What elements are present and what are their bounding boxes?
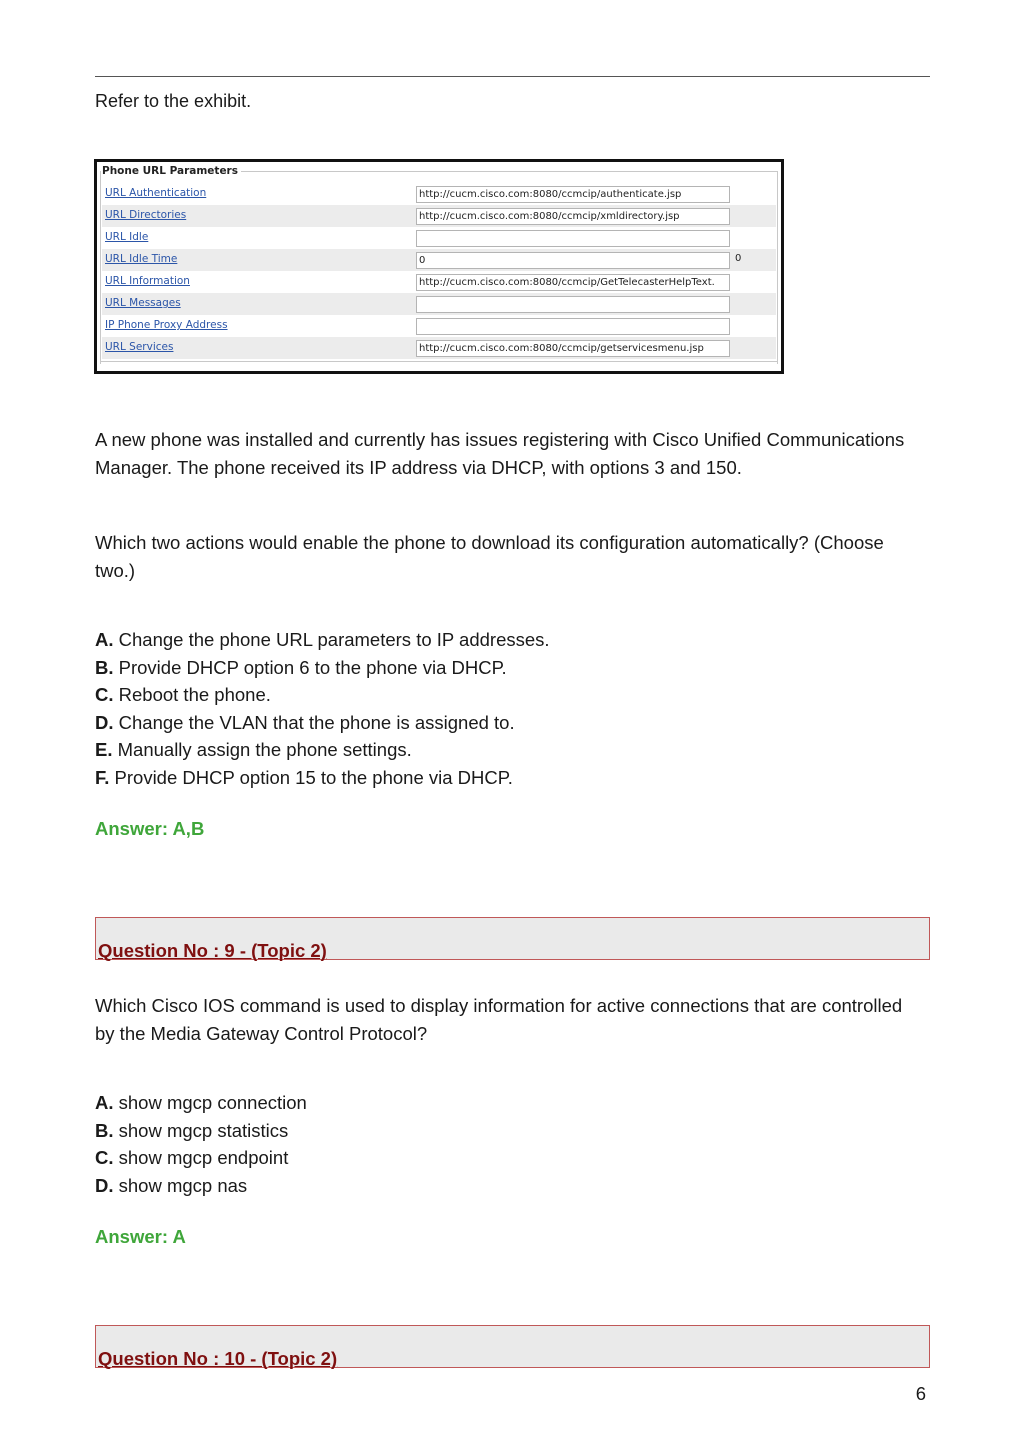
q8-options [95, 626, 550, 791]
question-title: Question No : 9 - (Topic 2) [98, 940, 327, 961]
option-e [95, 736, 550, 764]
param-row-url-directories [102, 205, 776, 227]
option-letter: F. [95, 766, 110, 788]
top-divider [95, 76, 930, 77]
param-label-link[interactable]: URL Directories [105, 209, 187, 221]
exhibit-image [94, 159, 784, 374]
option-text: show mgcp endpoint [113, 1147, 289, 1168]
option-letter: D. [95, 711, 114, 733]
param-value-field[interactable]: 0 [416, 252, 730, 269]
param-value-field[interactable] [416, 230, 730, 247]
option-d [95, 1172, 307, 1200]
option-letter: C. [95, 1147, 114, 1168]
option-c [95, 681, 550, 709]
param-label-link[interactable]: IP Phone Proxy Address [105, 319, 228, 331]
param-row-url-information [102, 271, 776, 293]
page-number: 6 [915, 1383, 926, 1404]
option-a [95, 626, 550, 654]
option-a [95, 1089, 307, 1117]
option-letter: B. [95, 656, 114, 678]
option-b [95, 1117, 307, 1145]
param-value-field[interactable] [416, 318, 730, 335]
option-letter: D. [95, 1174, 114, 1196]
param-value-field[interactable]: http://cucm.cisco.com:8080/ccmcip/GetTelecasterHelpText. [416, 274, 730, 291]
param-label-link[interactable]: URL Authentication [105, 187, 207, 199]
option-letter: A. [95, 629, 114, 650]
exhibit-bottom-divider [100, 361, 778, 362]
param-value-field[interactable] [416, 296, 730, 313]
param-label-link[interactable]: URL Idle [105, 231, 149, 243]
param-label-link[interactable]: URL Information [105, 275, 190, 287]
param-value-field[interactable]: http://cucm.cisco.com:8080/ccmcip/authenticate.jsp [416, 186, 730, 203]
question-title: Question No : 10 - (Topic 2) [98, 1348, 338, 1369]
param-label-link[interactable]: URL Services [105, 341, 174, 353]
q8-answer: Answer: A,B [95, 818, 205, 839]
option-f [95, 764, 550, 792]
param-row-url-messages [102, 293, 776, 315]
q8-prompt: Which two actions would enable the phone to download its configuration automatically? (Choose two.) [95, 532, 884, 581]
option-letter: B. [95, 1119, 114, 1141]
param-row-url-authentication [102, 183, 776, 205]
option-c [95, 1144, 307, 1172]
phone-url-parameters-fieldset [100, 165, 778, 364]
param-row-ip-phone-proxy-address [102, 315, 776, 337]
option-text: Provide DHCP option 15 to the phone via DHCP. [109, 766, 513, 788]
param-value-field[interactable]: http://cucm.cisco.com:8080/ccmcip/getservicesmenu.jsp [416, 340, 730, 357]
option-text: Change the phone URL parameters to IP addresses. [113, 629, 550, 650]
param-label-link[interactable]: URL Messages [105, 297, 181, 309]
fieldset-legend: Phone URL Parameters [101, 165, 241, 178]
option-text: show mgcp connection [113, 1092, 307, 1113]
option-letter: E. [95, 739, 113, 760]
param-row-url-idle-time [102, 249, 776, 271]
option-text: Manually assign the phone settings. [112, 739, 412, 760]
param-label-link[interactable]: URL Idle Time [105, 253, 178, 265]
option-text: Change the VLAN that the phone is assigned to. [113, 711, 515, 733]
option-text: show mgcp statistics [113, 1119, 289, 1141]
q9-answer: Answer: A [95, 1226, 186, 1247]
option-b [95, 654, 550, 682]
option-d [95, 709, 550, 737]
q8-stem: A new phone was installed and currently has issues registering with Cisco Unified Communications Manager. The phone received its IP address via DHCP, with options 3 and 150. [95, 429, 905, 478]
param-row-url-services [102, 337, 776, 359]
param-default-value: 0 [735, 253, 742, 264]
q9-stem: Which Cisco IOS command is used to display information for active connections that are controlled by the Media Gateway Control Protocol? [95, 995, 903, 1044]
q9-options [95, 1089, 307, 1199]
question-10-header [95, 1325, 930, 1368]
question-9-header [95, 917, 930, 960]
option-text: Provide DHCP option 6 to the phone via DHCP. [113, 656, 507, 678]
option-letter: C. [95, 684, 114, 705]
param-row-url-idle [102, 227, 776, 249]
option-text: Reboot the phone. [113, 684, 271, 705]
param-value-field[interactable]: http://cucm.cisco.com:8080/ccmcip/xmldirectory.jsp [416, 208, 730, 225]
exhibit-intro: Refer to the exhibit. [95, 91, 252, 111]
option-text: show mgcp nas [113, 1174, 248, 1196]
option-letter: A. [95, 1092, 114, 1113]
